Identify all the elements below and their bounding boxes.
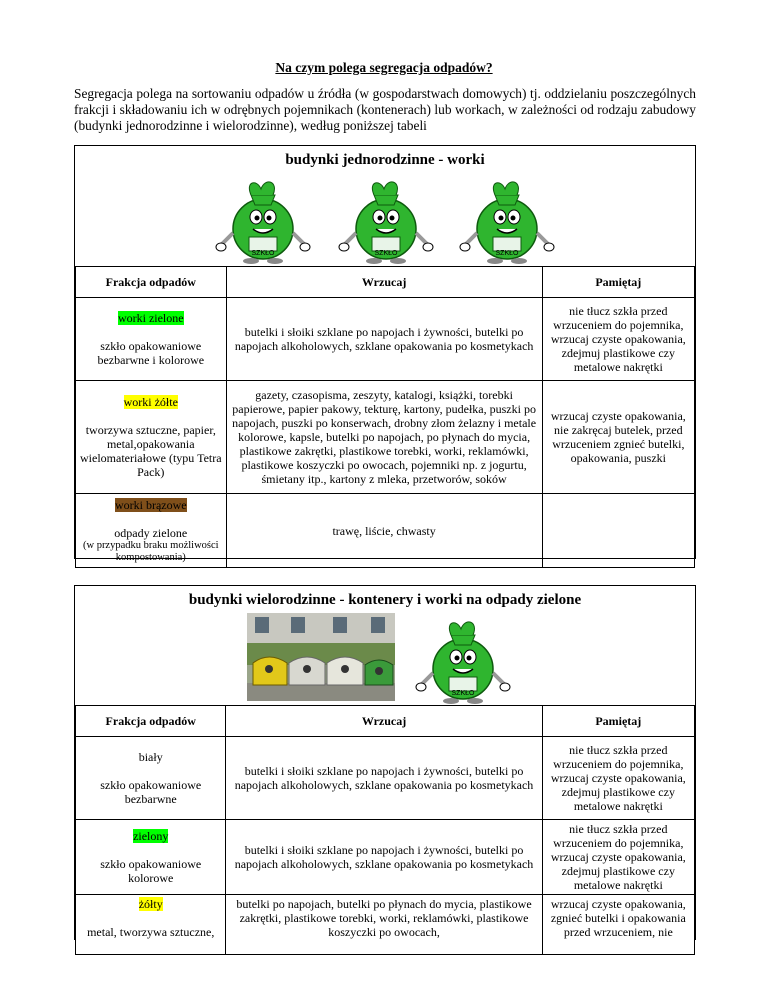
- fraction-tag: worki zielone: [117, 311, 184, 325]
- bag-label: SZKŁO: [251, 250, 275, 257]
- table-row: [76, 381, 695, 494]
- column-header: Wrzucaj: [226, 706, 542, 737]
- wrzucaj-cell: butelki po napojach, butelki po płynach do mycia, plastikowe zakrętki, plastikowe torebki, worki, reklamówki, plastikowe koszyczki po owocach,: [226, 895, 542, 955]
- fraction-desc: metal, tworzywa sztuczne,: [87, 925, 215, 939]
- wrzucaj-cell: gazety, czasopisma, zeszyty, katalogi, książki, torebki papierowe, papier pakowy, tekturę, kartony, pudełka, puszki po napojach, puszki po konserwach, drobny złom żelazny i metale kolorowe, kapsle, butelki po napojach, po płynach do mycia, plastikowe zakrętki, plastikowe torebki, worki, reklamówki, plastikowe koszyczki po owocach, pojemniki np. z jogurtu, śmietany itp., kartony z mleka, przetworów, soków: [226, 381, 542, 494]
- fraction-desc: szkło opakowaniowe bezbarwne: [100, 778, 202, 806]
- column-header: Wrzucaj: [226, 267, 542, 298]
- container-images: [75, 609, 695, 705]
- column-header: Frakcja odpadów: [76, 706, 226, 737]
- wrzucaj-cell: trawę, liście, chwasty: [226, 494, 542, 568]
- green-bag-icon: [338, 173, 434, 265]
- table-single-family: [75, 266, 695, 568]
- pamietaj-cell: nie tłucz szkła przed wrzuceniem do pojemnika, wrzucaj czyste opakowania, zdejmuj plastikowe czy metalowe nakrętki: [542, 737, 694, 820]
- column-header: Pamiętaj: [542, 267, 694, 298]
- fraction-desc: szkło opakowaniowe bezbarwne i kolorowe: [97, 339, 205, 367]
- pamietaj-cell: wrzucaj czyste opakowania, nie zakręcaj butelek, przed wrzuceniem zgnieć butelki, opakowania, puszki: [542, 381, 694, 494]
- fraction-tag: żółty: [138, 897, 163, 911]
- wrzucaj-cell: butelki i słoiki szklane po napojach i żywności, butelki po napojach alkoholowych, szklane opakowania po kosmetykach: [226, 820, 542, 895]
- column-header: Frakcja odpadów: [76, 267, 227, 298]
- bag-label: SZKŁO: [374, 250, 398, 257]
- table-row: [76, 494, 695, 568]
- pamietaj-cell: wrzucaj czyste opakowania, zgnieć butelki i opakowania przed wrzuceniem, nie: [542, 895, 694, 955]
- section-multi-family: [74, 585, 696, 940]
- pamietaj-cell: [542, 494, 694, 568]
- fraction-note: (w przypadku braku możliwości kompostowania): [82, 539, 219, 563]
- table-row: [76, 895, 695, 955]
- column-header: Pamiętaj: [542, 706, 694, 737]
- table-row: [76, 298, 695, 381]
- fraction-desc: odpady zielone: [114, 525, 188, 540]
- bag-label: SZKŁO: [451, 690, 475, 697]
- wrzucaj-cell: butelki i słoiki szklane po napojach i żywności, butelki po napojach alkoholowych, szklane opakowania po kosmetykach: [226, 298, 542, 381]
- containers-photo: [247, 613, 395, 701]
- table-multi-family: [75, 705, 695, 955]
- fraction-desc: szkło opakowaniowe kolorowe: [100, 857, 202, 885]
- green-bag-icon: [215, 173, 311, 265]
- pamietaj-cell: nie tłucz szkła przed wrzuceniem do pojemnika, wrzucaj czyste opakowania, zdejmuj plastikowe czy metalowe nakrętki: [542, 820, 694, 895]
- pamietaj-cell: nie tłucz szkła przed wrzuceniem do pojemnika, wrzucaj czyste opakowania, zdejmuj plastikowe czy metalowe nakrętki: [542, 298, 694, 381]
- bag-images: [75, 169, 695, 266]
- table-row: [76, 737, 695, 820]
- fraction-tag: worki żółte: [123, 395, 178, 409]
- wrzucaj-cell: butelki i słoiki szklane po napojach i żywności, butelki po napojach alkoholowych, szklane opakowania po kosmetykach: [226, 737, 542, 820]
- section-heading: budynki jednorodzinne - worki: [285, 152, 485, 168]
- fraction-tag: zielony: [133, 829, 169, 843]
- bag-label: SZKŁO: [495, 250, 519, 257]
- fraction-tag: worki brązowe: [114, 497, 187, 512]
- fraction-tag: biały: [138, 750, 163, 764]
- green-bag-icon: [415, 613, 511, 705]
- section-single-family: [74, 145, 696, 563]
- section-heading: budynki wielorodzinne - kontenery i worki na odpady zielone: [188, 592, 582, 608]
- intro-paragraph: Segregacja polega na sortowaniu odpadów u źródła (w gospodarstwach domowych) tj. oddzielaniu poszczególnych frakcji i składowaniu ich w odrębnych pojemnikach (kontenerach) lub workach, w zależności od rodzaju zabudowy (budynki jednorodzinne i wielorodzinne), według poniższej tabeli: [74, 86, 696, 133]
- table-row: [76, 820, 695, 895]
- fraction-desc: tworzywa sztuczne, papier, metal,opakowania wielomateriałowe (typu Tetra Pack): [80, 423, 222, 479]
- green-bag-icon: [459, 173, 555, 265]
- page-title: Na czym polega segregacja odpadów?: [275, 60, 493, 75]
